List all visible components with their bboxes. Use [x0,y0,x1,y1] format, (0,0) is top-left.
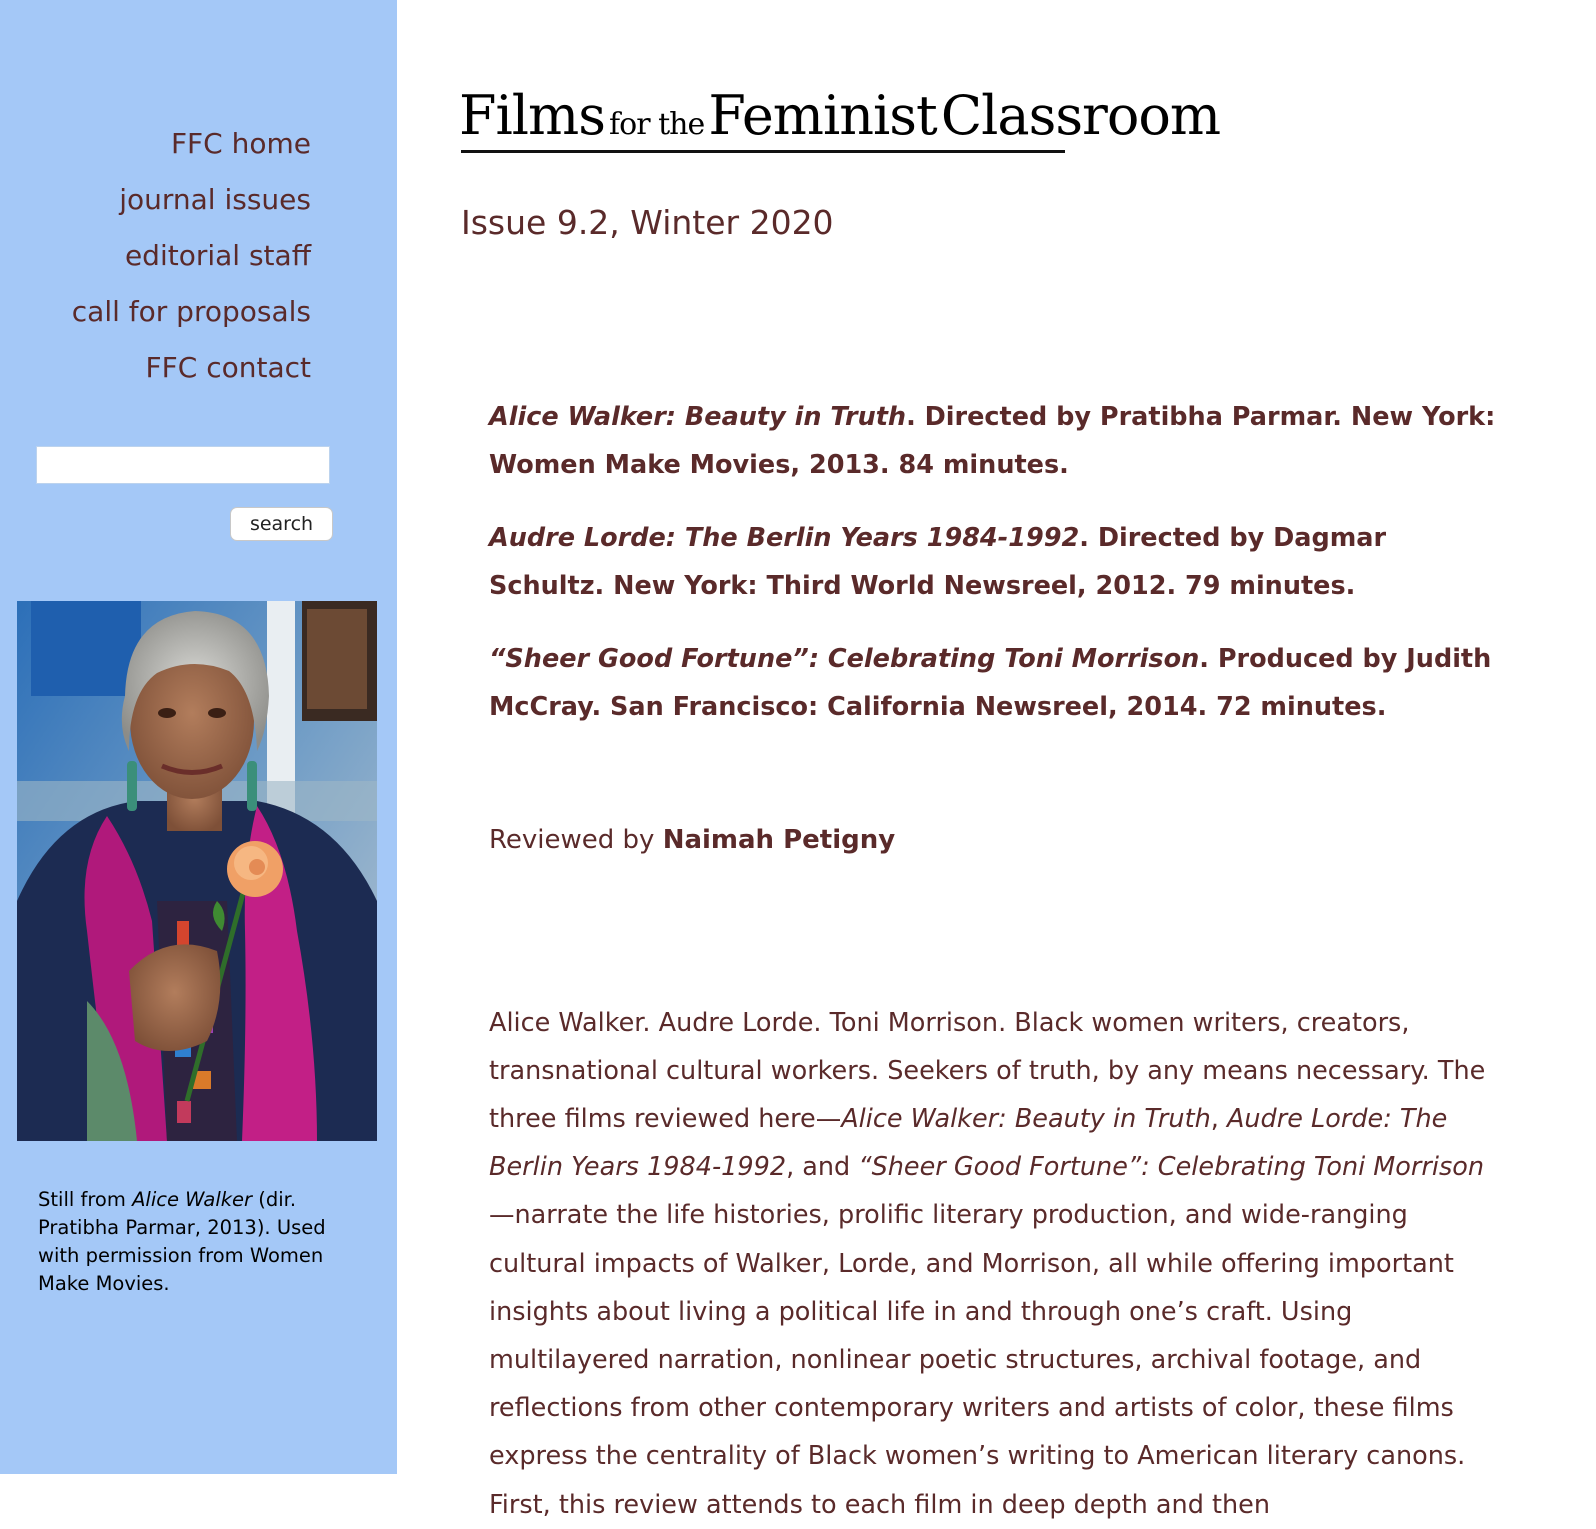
citation-details: . Produced by Judith McCray. San Francisco: California Newsreel, 2014. 72 minutes. [489,644,1492,722]
body-film-title: Audre Lorde: The Berlin Years 1984-1992 [489,1103,1448,1183]
citation-item [489,635,1509,731]
review-byline [489,825,895,855]
nav-ffc-contact[interactable]: FFC contact [145,351,311,384]
body-text-run: —narrate the life histories, prolific literary production, and wide-ranging cultural impacts of Walker, Lorde, and Morrison, all while offering important insights about living a political life in and through one’s craft. Using multilayered narration, nonlinear poetic structures, archival footage, and reflections from other contemporary writers and artists of color, these films express the centrality of Black women’s writing to American literary canons. First, this review attends to each film in deep depth and then [489,1200,1466,1520]
review-body-paragraph [489,999,1499,1529]
body-text-run: , and [786,1152,859,1183]
logo-word-feminist: Feminist [708,84,937,147]
caption-film-title: Alice Walker [132,1188,253,1211]
logo-underline [461,150,1065,153]
logo-wordmark [459,84,1221,147]
author-photo [17,601,377,1141]
logo-word-films: Films [459,84,605,147]
citation-title: “Sheer Good Fortune”: Celebrating Toni Morrison [489,644,1200,674]
caption-suffix: (dir. Pratibha Parmar, 2013). Used with permission from Women Make Movies. [38,1188,326,1295]
nav-editorial-staff[interactable]: editorial staff [124,239,311,272]
body-text-run: , [1210,1103,1227,1134]
nav-ffc-home[interactable]: FFC home [170,127,311,160]
sidebar-nav [72,116,311,396]
citation-details: . Directed by Pratibha Parmar. New York: Women Make Movies, 2013. 84 minutes. [489,402,1496,480]
caption-prefix: Still from [38,1188,133,1211]
sidebar [0,0,397,1474]
citation-details: . Directed by Dagmar Schultz. New York: Third World Newsreel, 2012. 79 minutes. [489,523,1387,601]
search-input[interactable] [36,446,330,484]
body-text-run: Alice Walker. Audre Lorde. Toni Morrison. Black women writers, creators, transnational cultural workers. Seekers of truth, by any means necessary. The three films reviewed here— [489,1007,1486,1134]
nav-call-for-proposals[interactable]: call for proposals [71,295,311,328]
logo-word-classroom: Classroom [940,84,1221,147]
issue-heading: Issue 9.2, Winter 2020 [461,203,834,242]
byline-prefix: Reviewed by [489,825,663,855]
search-button[interactable]: search [230,507,333,541]
reviewer-name: Naimah Petigny [662,825,896,855]
citation-title: Audre Lorde: The Berlin Years 1984-1992 [489,523,1080,553]
citation-item [489,393,1509,489]
nav-journal-issues[interactable]: journal issues [119,183,311,216]
main-content [397,0,1596,1520]
film-citations [489,393,1509,756]
logo-word-for-the: for the [609,107,705,142]
photo-caption [38,1186,348,1298]
body-film-title: Alice Walker: Beauty in Truth [841,1103,1211,1134]
citation-title: Alice Walker: Beauty in Truth [489,402,907,432]
body-film-title: “Sheer Good Fortune”: Celebrating Toni Morrison [858,1152,1484,1183]
citation-item [489,514,1509,610]
site-logo[interactable] [459,84,1221,158]
